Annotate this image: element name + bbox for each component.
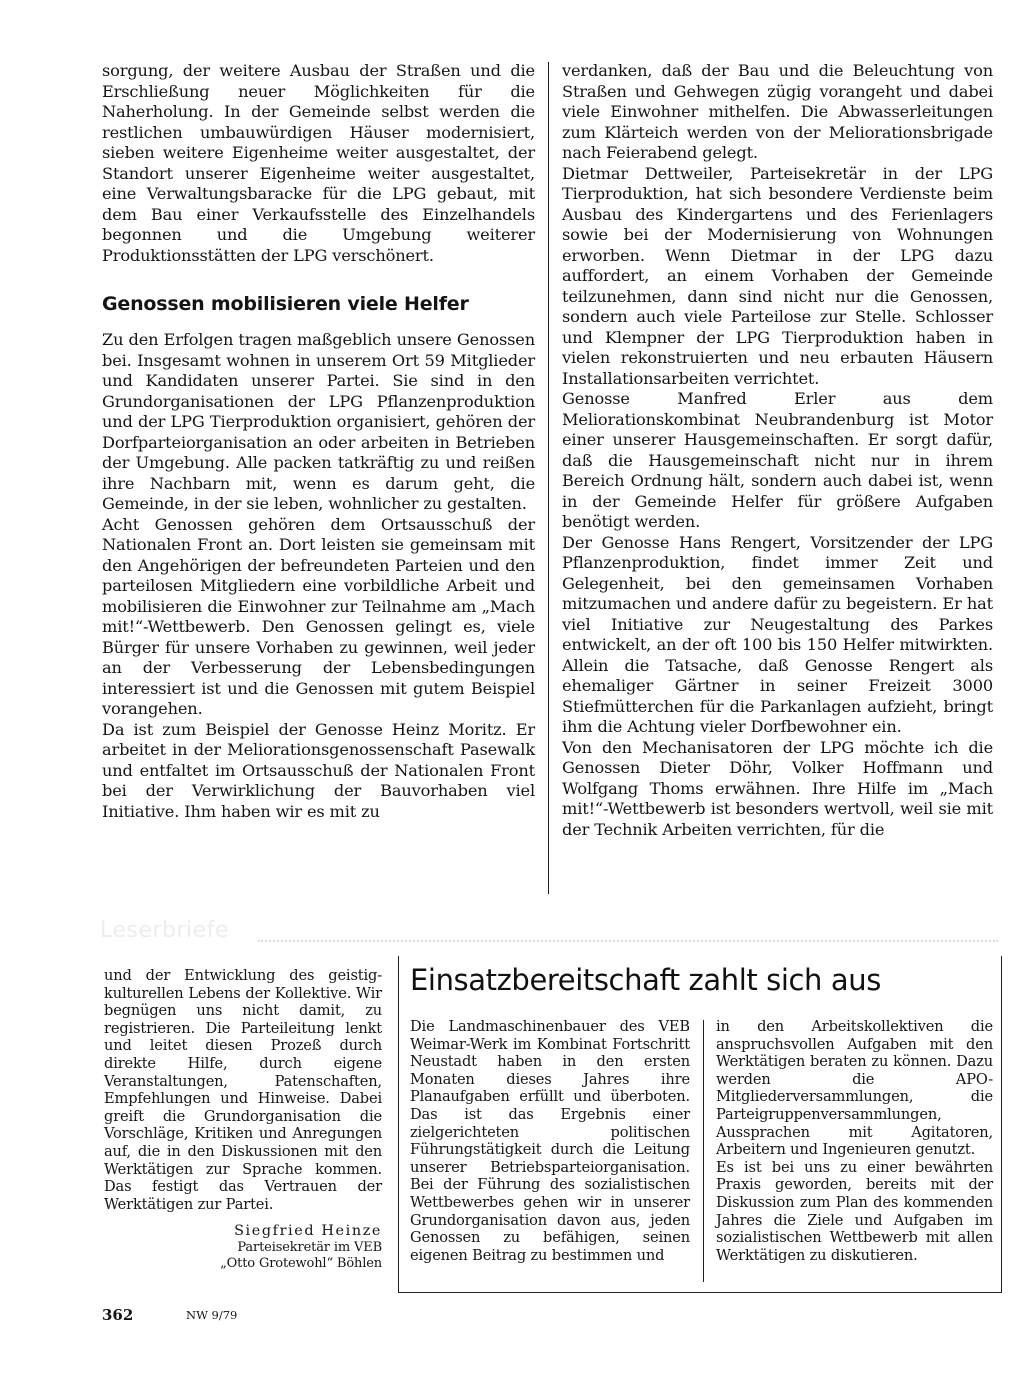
- upper-left-paragraph-3: Acht Genossen gehören dem Ortsausschuß der Nationalen Front an. Dort leisten sie gemeinsam mit den Angehörigen der befreundeten Parteien und den parteilosen Mitgliedern eine vorbildliche Arbeit und mobilisieren die Einwohner zur Teilnahme am „Mach mit!“-Wettbewerb. Den Genossen gelingt es, viele Bürger für unsere Vorhaben zu gewinnen, weil jeder an der Verbesserung der Lebensbedingungen interessiert ist und die Genossen mit gutem Beispiel vorangehen.: [102, 514, 535, 718]
- letter-left-column: [410, 1018, 690, 1264]
- upper-right-paragraph-3: Genosse Manfred Erler aus dem Meliorationskombinat Neubrandenburg ist Motor einer unserer Hausgemeinschaften. Er sorgt dafür, daß die Hausgemeinschaft nicht nur in ihrem Bereich Ordnung hält, sondern auch dabei ist, wenn in der Gemeinde Helfer für größere Aufgaben benötigt werden.: [562, 389, 993, 531]
- letter-right-column: [716, 1018, 993, 1264]
- section-divider: [258, 940, 998, 942]
- upper-left-paragraph-2: Zu den Erfolgen tragen maßgeblich unsere Genossen bei. Insgesamt wohnen in unserem Ort 59 Mitglieder und Kandidaten unserer Partei. Sie sind in den Grundorganisationen der LPG Pflanzenproduktion und der LPG Tierproduktion organisiert, gehören der Dorfparteiorganisation an oder arbeiten in Betrieben der Umgebung. Alle packen tatkräftig zu und reißen ihre Nachbarn mit, wenn es darum geht, die Gemeinde, in der sie leben, wohnlicher zu gestalten.: [102, 330, 535, 513]
- letter-paragraph-3: Es ist bei uns zu einer bewährten Praxis geworden, bereits mit der Diskussion zum Plan des kommenden Jahres die Ziele und Aufgaben im sozialistischen Wettbewerb mit allen Werktätigen zu diskutieren.: [716, 1158, 993, 1264]
- column-divider: [548, 62, 549, 894]
- letter-headline: Einsatzbereitschaft zahlt sich aus: [410, 963, 881, 997]
- lower-left-column: [104, 967, 382, 1272]
- upper-right-column: [562, 61, 993, 840]
- upper-left-column: [102, 61, 535, 822]
- signature-role-line-1: Parteisekretär im VEB: [237, 1240, 382, 1256]
- letter-signature: [104, 1223, 382, 1272]
- letter-column-divider: [703, 1020, 704, 1282]
- letter-paragraph-1: Die Landmaschinenbauer des VEB Weimar-Werk im Kombinat Fortschritt Neustadt haben in den ersten Monaten dieses Jahres ihre Planaufgaben erfüllt und überboten. Das ist das Ergebnis einer zielgerichteten politischen Führungstätigkeit durch die Leitung unserer Betriebsparteiorganisation. Bei der Führung des sozialistischen Wettbewerbes gehen wir in unserer Grundorganisation davon aus, jeden Genossen zu befähigen, seinen eigenen Beitrag zu bestimmen und: [410, 1018, 690, 1264]
- upper-right-paragraph-4: Der Genosse Hans Rengert, Vorsitzender der LPG Pflanzenproduktion, findet immer Zeit und Gelegenheit, bei den gemeinsamen Vorhaben mitzumachen und andere dafür zu begeistern. Er hat viel Initiative zur Neugestaltung des Parkes entwickelt, an der oft 100 bis 150 Helfer mitwirkten. Allein die Tatsache, daß Genosse Rengert als ehemaliger Gärtner in seiner Freizeit 3000 Stiefmütterchen für die Parkanlagen aufzieht, bringt ihm die Achtung vieler Dorfbewohner ein.: [562, 532, 993, 736]
- upper-right-paragraph-1: verdanken, daß der Bau und die Beleuchtung von Straßen und Gehwegen zügig vorangeht und dabei viele Einwohner mithelfen. Die Abwasserleitungen zum Klärteich werden von der Meliorationsbrigade nach Feierabend gelegt.: [562, 61, 993, 162]
- lower-left-paragraph: und der Entwicklung des geistig-kulturellen Lebens der Kollektive. Wir begnügen uns nicht damit, zu registrieren. Die Parteileitung lenkt und leitet diesen Prozeß durch direkte Hilfe, durch eigene Veranstaltungen, Patenschaften, Empfehlungen und Hinweise. Dabei greift die Grundorganisation die Vorschläge, Kritiken und Anregungen auf, die in den Diskussionen mit den Werktätigen zur Sprache kommen. Das festigt das Vertrauen der Werktätigen zur Partei.: [104, 967, 382, 1213]
- signature-role-line-2: „Otto Grotewohl“ Böhlen: [220, 1256, 382, 1272]
- page-number: 362: [102, 1306, 134, 1324]
- upper-right-paragraph-2: Dietmar Dettweiler, Parteisekretär in der LPG Tierproduktion, hat sich besondere Verdienste beim Ausbau des Kindergartens und des Ferienlagers sowie bei der Modernisierung von Wohnungen erworben. Wenn Dietmar in der LPG dazu auffordert, an einem Vorhaben der Gemeinde teilzunehmen, dann sind nicht nur die Genossen, sondern auch viele Parteilose zur Stelle. Schlosser und Klempner der LPG Tierproduktion haben in vielen rekonstruierten und neu erbauten Häusern Installationsarbeiten verrichtet.: [562, 163, 993, 388]
- upper-right-paragraph-5: Von den Mechanisatoren der LPG möchte ich die Genossen Dieter Döhr, Volker Hoffmann und Wolfgang Thoms erwähnen. Ihre Hilfe im „Mach mit!“-Wettbewerb ist besonders wertvoll, weil sie mit der Technik Arbeiten verrichten, für die: [562, 737, 993, 839]
- signature-name: Siegfried Heinze: [234, 1223, 382, 1240]
- section-subheading: Genossen mobilisieren viele Helfer: [102, 293, 469, 315]
- section-label: Leserbriefe: [100, 918, 229, 943]
- upper-left-paragraph-4: Da ist zum Beispiel der Genosse Heinz Moritz. Er arbeitet in der Meliorationsgenossenschaft Pasewalk und entfaltet im Ortsausschuß der Nationalen Front bei der Verwirklichung der Bauvorhaben viel Initiative. Ihm haben wir es mit zu: [102, 719, 535, 821]
- issue-label: NW 9/79: [186, 1308, 238, 1322]
- letter-paragraph-2: in den Arbeitskollektiven die anspruchsvollen Aufgaben mit den Werktätigen beraten zu können. Dazu werden die APO-Mitgliederversammlungen, die Parteigruppenversammlungen, Aussprachen mit Agitatoren, Arbeitern und Ingenieuren genutzt.: [716, 1018, 993, 1159]
- upper-left-paragraph-1: sorgung, der weitere Ausbau der Straßen und die Erschließung neuer Möglichkeiten für die Naherholung. In der Gemeinde selbst werden die restlichen umbauwürdigen Häuser modernisiert, sieben weitere Eigenheime weiter ausgestaltet, der Standort unserer Eigenheime weiter ausgestaltet, eine Verwaltungsbaracke für die LPG gebaut, mit dem Bau einer Verkaufsstelle des Einzelhandels begonnen und die Umgebung weiterer Produktionsstätten der LPG verschönert.: [102, 61, 535, 265]
